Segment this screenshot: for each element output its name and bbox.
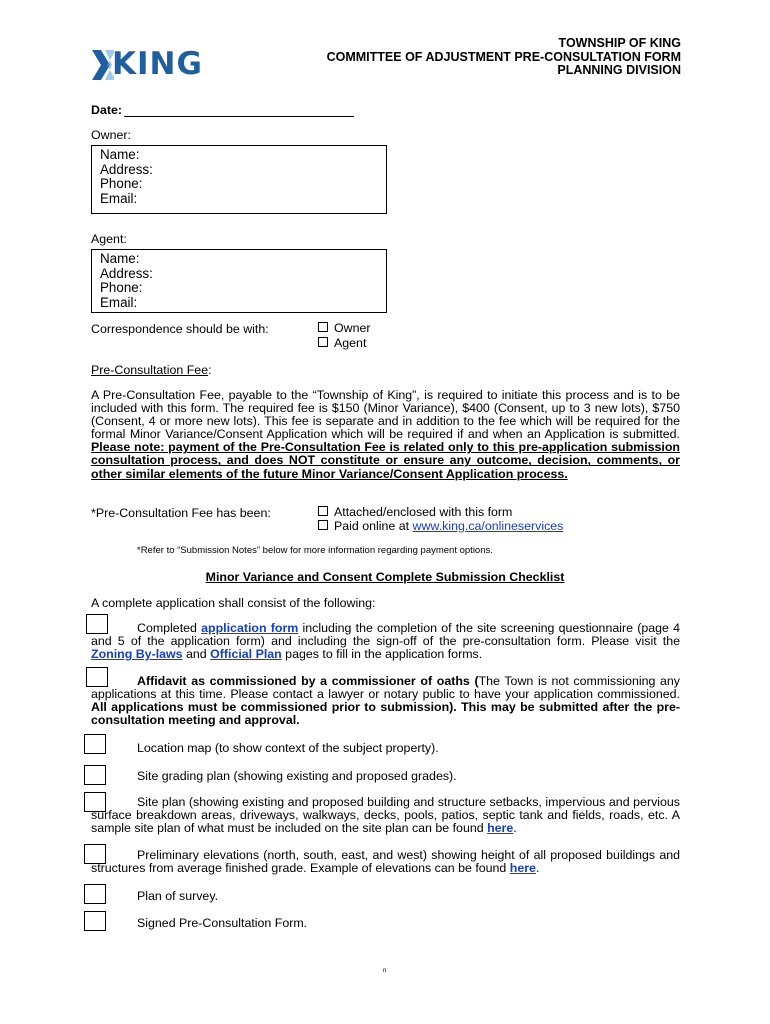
header-line-2: COMMITTEE OF ADJUSTMENT PRE-CONSULTATION FORM (326, 49, 681, 64)
document-header (327, 37, 681, 78)
online-services-link[interactable]: www.king.ca/onlineservices (412, 519, 564, 533)
agent-label: Agent: (91, 232, 127, 246)
checklist-item-site-plan: Site plan (showing existing and proposed building and structure setbacks, impervious and pervious surface breakdown areas, driveways, walkways, decks, pools, patios, septic tank and fields, roads, etc. A sample site plan of what must be included on the site plan can be found here. (91, 795, 680, 836)
fee-paid-online-option[interactable]: Paid online at www.king.ca/onlineservices (318, 519, 563, 534)
fee-attached-option[interactable]: Attached/enclosed with this form (318, 505, 512, 520)
footer-mark: n (383, 968, 387, 974)
fee-paragraph: A Pre-Consultation Fee, payable to the “Township of King”, is required to initiate this process and is to be included with this form. The required fee is $150 (Minor Variance), $400 (Consent, up to 3 new lots), $750 (Consent, 4 or more new lots). This fee is separate and in addition to the fee which will be required for the formal Minor Variance/Consent Application which will be required if and when an Application is submitted. Please note: payment of the Pre-Consultation Fee is related only to this pre-application submission consultation process, and does NOT constitute or ensure any outcome, decision, comments, or other similar elements of the future Minor Variance/Consent Application process. (91, 388, 680, 481)
agent-checkbox[interactable] (318, 337, 328, 347)
zoning-bylaws-link[interactable]: Zoning By-laws (91, 647, 183, 662)
correspondence-label: Correspondence should be with: (91, 322, 269, 336)
official-plan-link[interactable]: Official Plan (210, 647, 282, 662)
township-logo (92, 46, 203, 82)
owner-phone-field: Phone: (100, 176, 143, 191)
date-label: Date: (91, 103, 122, 117)
owner-address-field: Address: (100, 161, 153, 177)
site-plan-sample-link[interactable]: here (487, 821, 514, 836)
fee-note: Please note: payment of the Pre-Consultation Fee is related only to this pre-application submission consultation process, and does NOT constitute or ensure any outcome, decision, comments, or other similar elements of the future Minor Variance/Consent Application process. (91, 440, 680, 481)
correspondence-agent-option[interactable]: Agent (318, 336, 366, 351)
checklist-item-site-grading: Site grading plan (showing existing and proposed grades). (137, 769, 457, 783)
refer-note: *Refer to “Submission Notes” below for more information regarding payment options. (137, 545, 493, 556)
logo-text: KING (112, 46, 203, 82)
header-line-3: PLANNING DIVISION (557, 63, 681, 77)
owner-checkbox[interactable] (318, 322, 328, 332)
date-input-line[interactable] (124, 104, 354, 117)
elevations-example-link[interactable]: here (509, 861, 536, 876)
header-line-1: TOWNSHIP OF KING (558, 36, 681, 50)
checklist-item-location-map: Location map (to show context of the subject property). (137, 741, 439, 755)
checklist-item-affidavit: Affidavit as commissioned by a commissioner of oaths (The Town is not commissioning any applications at this time. Please contact a lawyer or notary public to have your application commissioned. All applications must be commissioned prior to submission). This may be submitted after the pre-consultation meeting and approval. (91, 674, 680, 728)
checklist-item-elevations: Preliminary elevations (north, south, east, and west) showing height of all proposed buildings and structures from average finished grade. Example of elevations can be found here. (91, 848, 680, 876)
application-form-link[interactable]: application form (201, 621, 299, 635)
date-field[interactable] (91, 103, 354, 117)
checklist-item-application-form: Completed application form including the completion of the site screening questionnaire (page 4 and 5 of the application form) and including the sign-off of the pre-consultation form. Please visit the Zoning By-laws and Official Plan pages to fill in the application forms. (91, 621, 680, 662)
correspondence-owner-option[interactable]: Owner (318, 321, 371, 336)
fee-paid-online-checkbox[interactable] (318, 520, 328, 530)
owner-name-field: Name: (100, 147, 140, 162)
checkbox-signed-form[interactable] (84, 911, 106, 931)
checklist-item-plan-of-survey: Plan of survey. (137, 889, 219, 903)
fee-status-label: *Pre-Consultation Fee has been: (91, 506, 271, 520)
checklist-title: Minor Variance and Consent Complete Submission Checklist (205, 570, 565, 584)
checkbox-location-map[interactable] (84, 734, 106, 754)
checkbox-plan-of-survey[interactable] (84, 884, 106, 904)
agent-name-field: Name: (100, 251, 140, 266)
fee-heading: Pre-Consultation Fee: (91, 363, 212, 377)
owner-email-field: Email: (100, 190, 138, 206)
agent-address-field: Address: (100, 265, 153, 281)
agent-email-field: Email: (100, 294, 138, 310)
owner-label: Owner: (91, 128, 131, 142)
checklist-intro: A complete application shall consist of the following: (91, 596, 376, 610)
owner-box[interactable] (91, 145, 387, 214)
fee-attached-checkbox[interactable] (318, 506, 328, 516)
checklist-item-signed-form: Signed Pre-Consultation Form. (137, 916, 308, 930)
agent-phone-field: Phone: (100, 280, 143, 295)
agent-box[interactable] (91, 249, 387, 313)
checkbox-site-grading[interactable] (84, 765, 106, 785)
